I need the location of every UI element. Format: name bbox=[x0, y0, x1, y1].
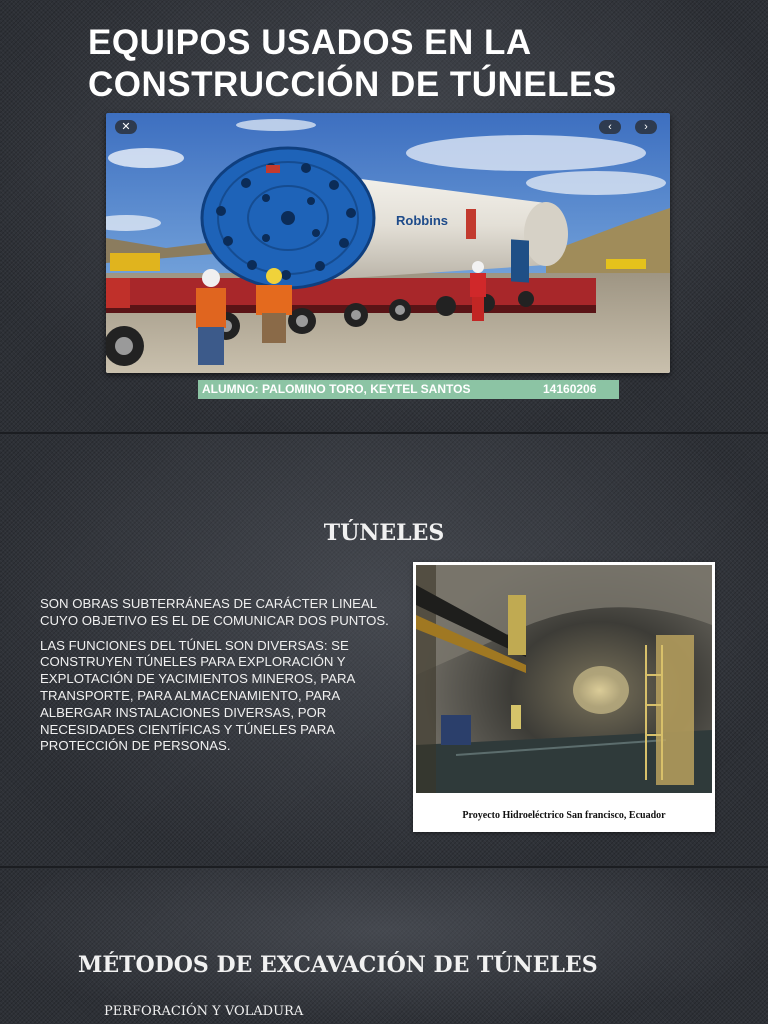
slide-1 bbox=[0, 0, 768, 432]
author-label: ALUMNO: PALOMINO TORO, KEYTEL SANTOS bbox=[202, 382, 471, 396]
author-bar bbox=[198, 380, 619, 399]
tunnel-photo-frame bbox=[413, 562, 715, 832]
tunnel-photo bbox=[416, 565, 712, 793]
tbm-photo bbox=[106, 113, 670, 373]
slide-1-title: EQUIPOS USADOS EN LA CONSTRUCCIÓN DE TÚNELES bbox=[88, 23, 617, 104]
close-icon[interactable]: ✕ bbox=[115, 120, 137, 134]
prev-arrow-icon[interactable]: ‹ bbox=[599, 120, 621, 134]
next-arrow-icon[interactable]: › bbox=[635, 120, 657, 134]
paragraph-definition: SON OBRAS SUBTERRÁNEAS DE CARÁCTER LINEAL CUYO OBJETIVO ES EL DE COMUNICAR DOS PUNTOS. bbox=[40, 596, 389, 628]
slide-2 bbox=[0, 434, 768, 866]
paragraph-functions: LAS FUNCIONES DEL TÚNEL SON DIVERSAS: SE CONSTRUYEN TÚNELES PARA EXPLORACIÓN Y EXPLOTACIÓN DE YACIMIENTOS MINEROS, PARA TRANSPORTE, PARA ALMACENAMIENTO, PARA ALBERGAR INSTALACIONES DIVERSAS, POR NECESIDADES CIENTÍFICAS Y TÚNELES PARA PROTECCIÓN DE PERSONAS. bbox=[40, 637, 355, 754]
slide-3-subtitle: PERFORACIÓN Y VOLADURA bbox=[104, 1004, 304, 1019]
tbm-brand-label: Robbins bbox=[396, 213, 448, 228]
slide-2-title: TÚNELES bbox=[323, 520, 445, 546]
slide-2-body bbox=[40, 596, 405, 763]
slide-3 bbox=[0, 868, 768, 1024]
slide-3-title: MÉTODOS DE EXCAVACIÓN DE TÚNELES bbox=[78, 952, 598, 978]
tunnel-photo-caption: Proyecto Hidroeléctrico San francisco, Ecuador bbox=[462, 810, 666, 821]
author-code: 14160206 bbox=[543, 382, 597, 396]
